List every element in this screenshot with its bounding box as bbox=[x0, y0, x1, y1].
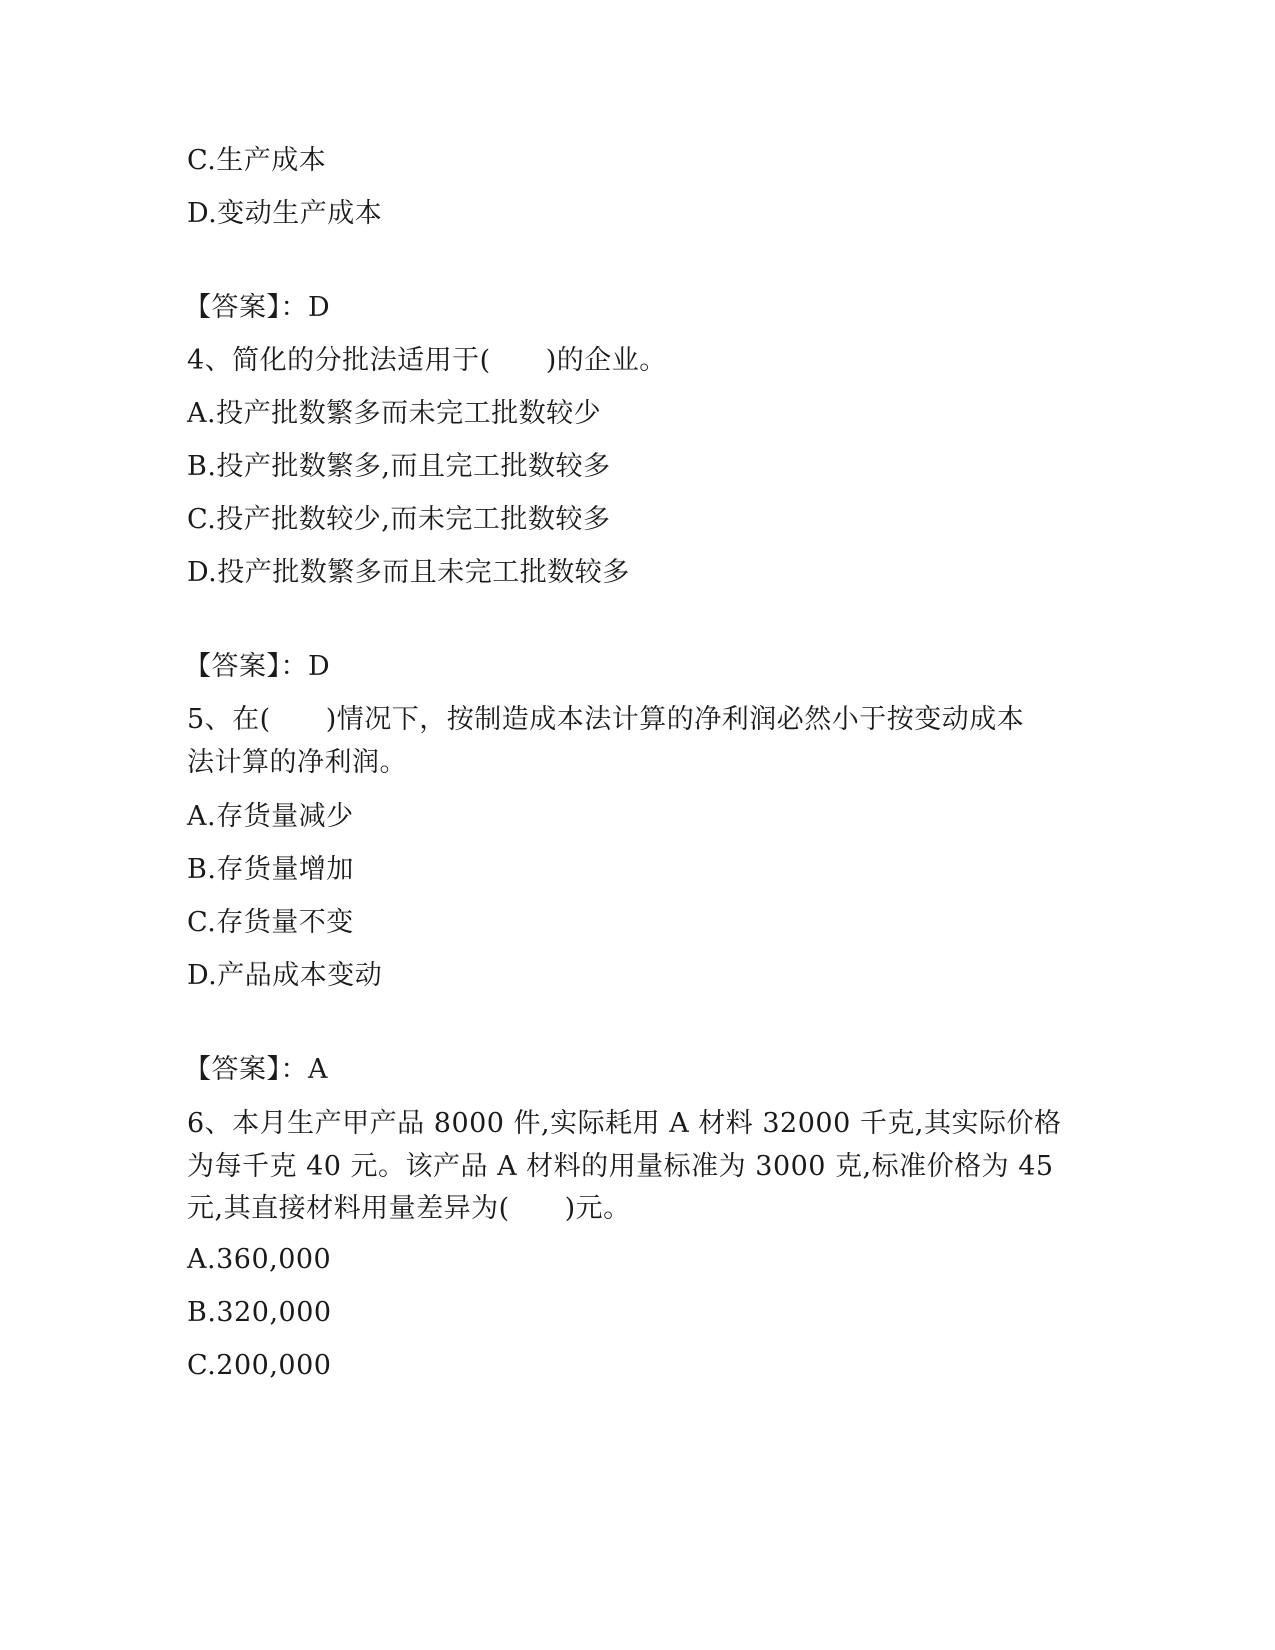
q5-option-c: C.存货量不变 bbox=[187, 907, 354, 938]
q4-option-d: D.投产批数繁多而且未完工批数较多 bbox=[187, 557, 630, 588]
option-d: D.变动生产成本 bbox=[187, 198, 383, 229]
answer-line: 【答案】：D bbox=[184, 292, 331, 323]
question-4-stem: 4、简化的分批法适用于( )的企业。 bbox=[187, 345, 667, 376]
option-c: C.生产成本 bbox=[187, 145, 327, 176]
q5-answer: 【答案】：A bbox=[184, 1054, 328, 1085]
q5-option-a: A.存货量减少 bbox=[187, 801, 354, 832]
q4-option-b: B.投产批数繁多,而且完工批数较多 bbox=[187, 451, 611, 482]
q4-option-a: A.投产批数繁多而未完工批数较少 bbox=[187, 398, 602, 429]
question-6-stem-line-2: 为每千克 40 元。该产品 A 材料的用量标准为 3000 克,标准价格为 45 bbox=[187, 1151, 1054, 1182]
q4-option-c: C.投产批数较少,而未完工批数较多 bbox=[187, 504, 611, 535]
question-5-stem-line-2: 法计算的净利润。 bbox=[187, 747, 407, 778]
question-6-stem-line-3: 元,其直接材料用量差异为( )元。 bbox=[187, 1193, 631, 1224]
q6-option-c: C.200,000 bbox=[187, 1350, 332, 1381]
question-5-stem-line-1: 5、在( )情况下，按制造成本法计算的净利润必然小于按变动成本 bbox=[187, 704, 1025, 735]
q4-answer: 【答案】：D bbox=[184, 651, 331, 682]
q5-option-b: B.存货量增加 bbox=[187, 854, 354, 885]
q5-option-d: D.产品成本变动 bbox=[187, 960, 383, 991]
q6-option-a: A.360,000 bbox=[187, 1244, 332, 1275]
q6-option-b: B.320,000 bbox=[187, 1297, 332, 1328]
question-6-stem-line-1: 6、本月生产甲产品 8000 件,实际耗用 A 材料 32000 千克,其实际价格 bbox=[187, 1108, 1062, 1139]
